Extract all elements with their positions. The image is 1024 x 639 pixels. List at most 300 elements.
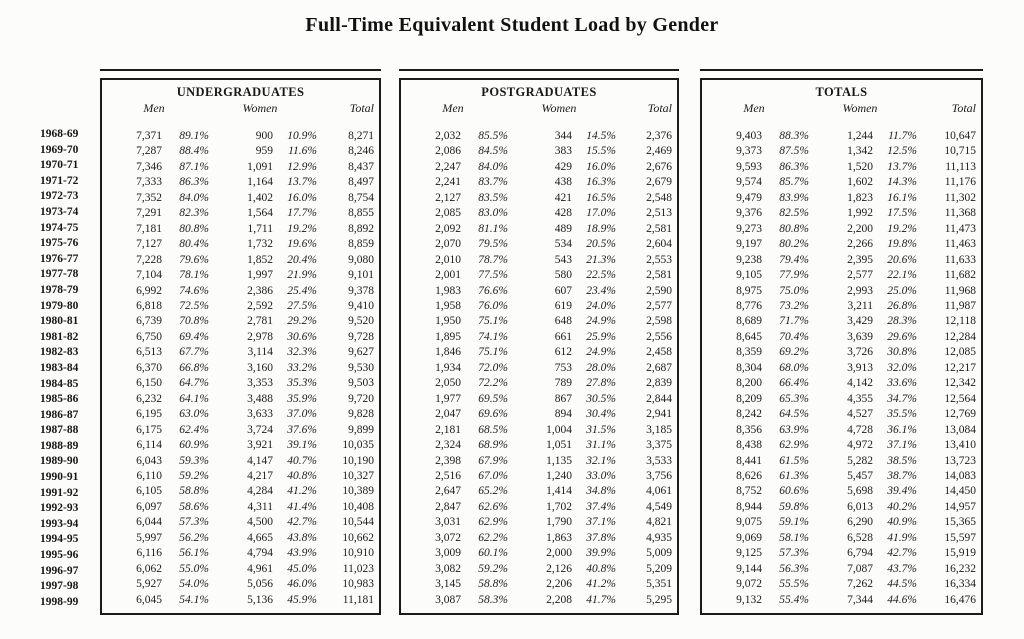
year-label: 1982-83 (40, 346, 79, 359)
table-row (702, 300, 981, 312)
cell-men-pct: 54.1% (179, 593, 209, 606)
cell-men: 8,304 (736, 361, 762, 374)
table-row (102, 207, 379, 219)
cell-men: 2,047 (435, 408, 461, 421)
cell-women: 3,921 (247, 439, 273, 452)
cell-women: 2,206 (546, 578, 572, 591)
cell-men: 9,574 (736, 176, 762, 189)
cell-total: 2,548 (646, 191, 672, 204)
table-row (401, 223, 677, 235)
table-row (702, 331, 981, 343)
cell-men-pct: 59.8% (779, 500, 809, 513)
cell-men: 6,043 (136, 454, 162, 467)
table-row (102, 362, 379, 374)
cell-women-pct: 30.8% (887, 346, 917, 359)
cell-men: 2,847 (435, 500, 461, 513)
year-label: 1983-84 (40, 361, 79, 374)
cell-men: 6,739 (136, 315, 162, 328)
table-row (102, 130, 379, 142)
cell-women: 2,200 (847, 222, 873, 235)
cell-women: 1,564 (247, 207, 273, 220)
cell-men: 6,750 (136, 330, 162, 343)
cell-men-pct: 83.7% (478, 176, 508, 189)
cell-total: 14,957 (944, 500, 976, 513)
cell-men-pct: 65.2% (478, 485, 508, 498)
table-row (702, 377, 981, 389)
cell-men: 8,689 (736, 315, 762, 328)
cell-men-pct: 68.0% (779, 361, 809, 374)
cell-men: 8,209 (736, 392, 762, 405)
year-label: 1990-91 (40, 471, 79, 484)
cell-men: 5,997 (136, 531, 162, 544)
cell-women-pct: 33.6% (887, 377, 917, 390)
cell-total: 9,410 (348, 299, 374, 312)
year-label: 1991-92 (40, 486, 79, 499)
cell-women-pct: 11.7% (888, 130, 917, 142)
cell-men-pct: 64.7% (179, 377, 209, 390)
cell-women-pct: 33.2% (287, 361, 317, 374)
cell-men-pct: 68.9% (478, 439, 508, 452)
table-row (401, 377, 677, 389)
cell-women-pct: 32.3% (287, 346, 317, 359)
cell-men-pct: 56.2% (179, 531, 209, 544)
cell-women-pct: 45.9% (287, 593, 317, 606)
cell-women: 2,208 (546, 593, 572, 606)
cell-women-pct: 41.7% (586, 593, 616, 606)
cell-men-pct: 60.1% (478, 547, 508, 560)
cell-men-pct: 78.1% (179, 269, 209, 282)
cell-men-pct: 55.4% (779, 593, 809, 606)
cell-men-pct: 58.8% (179, 485, 209, 498)
cell-women-pct: 17.7% (287, 207, 317, 220)
cell-men-pct: 65.3% (779, 392, 809, 405)
cell-men-pct: 69.4% (179, 330, 209, 343)
table-row (102, 377, 379, 389)
cell-women-pct: 20.6% (887, 253, 917, 266)
year-label: 1988-89 (40, 439, 79, 452)
cell-women: 1,244 (847, 130, 873, 142)
cell-women: 1,520 (847, 160, 873, 173)
year-label: 1981-82 (40, 330, 79, 343)
cell-women: 900 (255, 130, 273, 142)
cell-men: 7,291 (136, 207, 162, 220)
cell-total: 2,577 (646, 299, 672, 312)
cell-women: 6,794 (847, 547, 873, 560)
cell-women: 1,602 (847, 176, 873, 189)
cell-total: 8,246 (348, 145, 374, 158)
cell-women: 4,147 (247, 454, 273, 467)
cell-total: 3,756 (646, 469, 672, 482)
cell-total: 2,469 (646, 145, 672, 158)
cell-men: 7,352 (136, 191, 162, 204)
cell-men: 9,075 (736, 516, 762, 529)
table-row (702, 130, 981, 142)
cell-women-pct: 16.3% (586, 176, 616, 189)
cell-men: 9,125 (736, 547, 762, 560)
cell-women: 3,211 (847, 299, 873, 312)
cell-women: 3,114 (247, 346, 273, 359)
cell-women: 1,402 (247, 191, 273, 204)
cell-men: 7,287 (136, 145, 162, 158)
section-label-undergraduates: UNDERGRADUATES (176, 85, 305, 99)
col-header-total: Total (647, 101, 672, 115)
cell-men: 8,242 (736, 408, 762, 421)
cell-men: 3,031 (435, 516, 461, 529)
table-row (102, 346, 379, 358)
table-row (401, 501, 677, 513)
cell-men: 2,241 (435, 176, 461, 189)
cell-women-pct: 39.4% (887, 485, 917, 498)
year-label: 1972-73 (40, 190, 79, 203)
cell-women: 3,913 (847, 361, 873, 374)
cell-men: 6,114 (136, 439, 162, 452)
cell-men-pct: 62.9% (779, 439, 809, 452)
cell-men: 8,776 (736, 299, 762, 312)
data-rows-totals (702, 130, 981, 606)
cell-men-pct: 61.3% (779, 469, 809, 482)
cell-men: 1,958 (435, 299, 461, 312)
table-row (401, 393, 677, 405)
cell-men: 3,145 (435, 578, 461, 591)
cell-men-pct: 79.6% (179, 253, 209, 266)
column-headers (401, 101, 677, 116)
cell-women-pct: 31.5% (586, 423, 616, 436)
cell-men: 2,181 (435, 423, 461, 436)
cell-men: 6,116 (136, 547, 162, 560)
cell-men: 3,072 (435, 531, 461, 544)
cell-total: 13,084 (944, 423, 976, 436)
cell-women: 1,702 (546, 500, 572, 513)
cell-total: 2,687 (646, 361, 672, 374)
cell-women: 789 (554, 377, 572, 390)
cell-women: 1,414 (546, 485, 572, 498)
cell-women-pct: 22.1% (887, 269, 917, 282)
cell-women-pct: 19.2% (287, 222, 317, 235)
cell-men-pct: 84.0% (478, 160, 508, 173)
year-label: 1998-99 (40, 595, 79, 608)
cell-men: 2,324 (435, 439, 461, 452)
table-row (102, 331, 379, 343)
cell-men-pct: 81.1% (478, 222, 508, 235)
cell-women-pct: 20.4% (287, 253, 317, 266)
cell-men: 6,105 (136, 485, 162, 498)
cell-total: 4,549 (646, 500, 672, 513)
cell-men: 2,032 (435, 130, 461, 142)
cell-women: 421 (554, 191, 572, 204)
cell-men-pct: 58.8% (478, 578, 508, 591)
cell-men-pct: 57.3% (179, 516, 209, 529)
cell-women: 4,665 (247, 531, 273, 544)
table-row (401, 207, 677, 219)
cell-men-pct: 85.7% (779, 176, 809, 189)
col-header-women: Women (242, 101, 278, 115)
cell-total: 13,410 (944, 439, 976, 452)
cell-women-pct: 38.5% (887, 454, 917, 467)
cell-women: 4,355 (847, 392, 873, 405)
cell-total: 9,828 (348, 408, 374, 421)
col-header-women: Women (541, 101, 577, 115)
table-row (401, 254, 677, 266)
cell-women: 3,488 (247, 392, 273, 405)
cell-men-pct: 62.2% (478, 531, 508, 544)
cell-men-pct: 55.5% (779, 578, 809, 591)
cell-women: 4,961 (247, 562, 273, 575)
cell-women-pct: 14.3% (887, 176, 917, 189)
cell-total: 4,061 (646, 485, 672, 498)
cell-men: 9,069 (736, 531, 762, 544)
cell-women: 1,732 (247, 238, 273, 251)
cell-total: 2,844 (646, 392, 672, 405)
cell-men-pct: 73.2% (779, 299, 809, 312)
cell-total: 11,176 (944, 176, 976, 189)
cell-men-pct: 58.6% (179, 500, 209, 513)
cell-women-pct: 35.5% (887, 408, 917, 421)
cell-women: 543 (554, 253, 572, 266)
cell-total: 9,728 (348, 330, 374, 343)
cell-men-pct: 82.5% (779, 207, 809, 220)
cell-total: 11,682 (944, 269, 976, 282)
cell-men: 2,010 (435, 253, 461, 266)
cell-men: 8,975 (736, 284, 762, 297)
cell-total: 5,009 (646, 547, 672, 560)
cell-women-pct: 24.0% (586, 299, 616, 312)
cell-total: 8,754 (348, 191, 374, 204)
cell-women: 4,728 (847, 423, 873, 436)
cell-women: 6,290 (847, 516, 873, 529)
cell-men: 9,593 (736, 160, 762, 173)
cell-women-pct: 28.0% (586, 361, 616, 374)
cell-total: 9,503 (348, 377, 374, 390)
cell-men-pct: 76.6% (478, 284, 508, 297)
cell-women-pct: 35.3% (287, 377, 317, 390)
cell-men-pct: 75.1% (478, 346, 508, 359)
cell-women: 5,136 (247, 593, 273, 606)
cell-women: 648 (554, 315, 572, 328)
cell-men-pct: 83.5% (478, 191, 508, 204)
cell-women: 1,240 (546, 469, 572, 482)
cell-women: 1,135 (546, 454, 572, 467)
cell-men: 9,376 (736, 207, 762, 220)
cell-men: 6,370 (136, 361, 162, 374)
cell-total: 2,458 (646, 346, 672, 359)
cell-men-pct: 86.3% (179, 176, 209, 189)
cell-men-pct: 69.5% (478, 392, 508, 405)
cell-women: 2,126 (546, 562, 572, 575)
cell-women-pct: 13.7% (287, 176, 317, 189)
year-column (40, 128, 96, 608)
table-row (401, 145, 677, 157)
cell-women: 5,457 (847, 469, 873, 482)
cell-total: 3,375 (646, 439, 672, 452)
table-row (401, 516, 677, 528)
cell-total: 3,185 (646, 423, 672, 436)
section-label-postgraduates: POSTGRADUATES (481, 85, 597, 99)
cell-men: 7,371 (136, 130, 162, 142)
cell-men-pct: 79.4% (779, 253, 809, 266)
page-title: Full-Time Equivalent Student Load by Gender (305, 14, 719, 36)
table-row (702, 455, 981, 467)
table-row (401, 130, 677, 142)
table-row (702, 192, 981, 204)
year-label: 1973-74 (40, 205, 79, 218)
panel-postgraduates (399, 78, 679, 615)
cell-men-pct: 72.0% (478, 361, 508, 374)
cell-men: 5,927 (136, 578, 162, 591)
cell-total: 9,720 (348, 392, 374, 405)
cell-men-pct: 56.3% (779, 562, 809, 575)
cell-women-pct: 37.1% (586, 516, 616, 529)
panel-top-rule (700, 69, 983, 71)
cell-women: 2,592 (247, 299, 273, 312)
cell-men: 6,992 (136, 284, 162, 297)
cell-total: 11,473 (944, 222, 976, 235)
cell-men: 2,127 (435, 191, 461, 204)
cell-women-pct: 28.3% (887, 315, 917, 328)
cell-men-pct: 63.0% (179, 408, 209, 421)
table-row (102, 161, 379, 173)
cell-men-pct: 75.1% (478, 315, 508, 328)
cell-women: 3,429 (847, 315, 873, 328)
cell-total: 2,941 (646, 408, 672, 421)
cell-men: 9,403 (736, 130, 762, 142)
cell-men-pct: 62.4% (179, 423, 209, 436)
table-row (401, 238, 677, 250)
cell-women-pct: 19.6% (287, 238, 317, 251)
cell-total: 9,899 (348, 423, 374, 436)
cell-women-pct: 41.9% (887, 531, 917, 544)
cell-women: 383 (554, 145, 572, 158)
year-label: 1997-98 (40, 580, 79, 593)
table-row (102, 563, 379, 575)
cell-women: 3,353 (247, 377, 273, 390)
cell-women-pct: 44.6% (887, 593, 917, 606)
year-label: 1976-77 (40, 252, 79, 265)
cell-men-pct: 83.0% (478, 207, 508, 220)
cell-total: 4,821 (646, 516, 672, 529)
cell-men-pct: 82.3% (179, 207, 209, 220)
table-row (401, 424, 677, 436)
data-rows-postgraduates (401, 130, 677, 606)
cell-women-pct: 42.7% (287, 516, 317, 529)
cell-total: 12,564 (944, 392, 976, 405)
panel-top-rule (399, 69, 679, 71)
table-row (102, 516, 379, 528)
cell-women: 1,852 (247, 253, 273, 266)
cell-men: 9,072 (736, 578, 762, 591)
cell-men: 9,105 (736, 269, 762, 282)
cell-women: 2,577 (847, 269, 873, 282)
table-row (102, 439, 379, 451)
year-label: 1984-85 (40, 377, 79, 390)
cell-women-pct: 35.9% (287, 392, 317, 405)
cell-women: 6,013 (847, 500, 873, 513)
table-row (401, 563, 677, 575)
table-row (401, 176, 677, 188)
cell-total: 8,437 (348, 160, 374, 173)
cell-total: 10,910 (342, 547, 374, 560)
section-label-totals: TOTALS (815, 85, 868, 99)
cell-men: 9,197 (736, 238, 762, 251)
cell-total: 2,581 (646, 269, 672, 282)
cell-women: 3,633 (247, 408, 273, 421)
cell-women: 607 (554, 284, 572, 297)
cell-women-pct: 43.9% (287, 547, 317, 560)
cell-total: 12,085 (944, 346, 976, 359)
cell-women-pct: 37.6% (287, 423, 317, 436)
cell-men: 9,144 (736, 562, 762, 575)
cell-men: 7,228 (136, 253, 162, 266)
cell-total: 8,859 (348, 238, 374, 251)
table-row (702, 439, 981, 451)
cell-men-pct: 66.4% (779, 377, 809, 390)
cell-women-pct: 10.9% (287, 130, 317, 142)
cell-men-pct: 80.4% (179, 238, 209, 251)
cell-women-pct: 37.1% (887, 439, 917, 452)
year-label: 1968-69 (40, 128, 79, 140)
cell-women: 1,342 (847, 145, 873, 158)
cell-total: 2,376 (646, 130, 672, 142)
cell-men-pct: 64.5% (779, 408, 809, 421)
cell-total: 2,679 (646, 176, 672, 189)
cell-women: 534 (554, 238, 572, 251)
cell-women-pct: 15.5% (586, 145, 616, 158)
col-header-total: Total (951, 101, 976, 115)
table-row (102, 300, 379, 312)
cell-men: 1,983 (435, 284, 461, 297)
cell-men-pct: 69.2% (779, 346, 809, 359)
cell-men-pct: 89.1% (179, 130, 209, 142)
cell-men: 9,238 (736, 253, 762, 266)
table-row (702, 254, 981, 266)
cell-women: 4,142 (847, 377, 873, 390)
panel-top-rule (100, 69, 381, 71)
cell-women: 2,386 (247, 284, 273, 297)
cell-men: 6,195 (136, 408, 162, 421)
cell-men-pct: 68.5% (478, 423, 508, 436)
table-row (702, 563, 981, 575)
cell-women-pct: 21.3% (586, 253, 616, 266)
table-row (401, 578, 677, 590)
cell-men: 3,087 (435, 593, 461, 606)
cell-men-pct: 71.7% (779, 315, 809, 328)
cell-total: 12,284 (944, 330, 976, 343)
cell-total: 15,597 (944, 531, 976, 544)
cell-men: 7,346 (136, 160, 162, 173)
table-row (702, 315, 981, 327)
cell-women-pct: 34.7% (887, 392, 917, 405)
cell-women: 2,978 (247, 330, 273, 343)
col-header-men: Men (143, 101, 165, 115)
cell-men: 6,513 (136, 346, 162, 359)
cell-total: 11,987 (944, 299, 976, 312)
cell-men-pct: 72.2% (478, 377, 508, 390)
cell-women: 1,790 (546, 516, 572, 529)
cell-women: 2,781 (247, 315, 273, 328)
cell-men: 2,647 (435, 485, 461, 498)
cell-men: 2,085 (435, 207, 461, 220)
cell-total: 12,342 (944, 377, 976, 390)
cell-women: 867 (554, 392, 572, 405)
cell-women-pct: 40.9% (887, 516, 917, 529)
cell-women-pct: 40.8% (287, 469, 317, 482)
cell-women-pct: 14.5% (586, 130, 616, 142)
cell-men: 8,441 (736, 454, 762, 467)
cell-men: 9,479 (736, 191, 762, 204)
cell-men-pct: 86.3% (779, 160, 809, 173)
cell-women-pct: 41.2% (586, 578, 616, 591)
cell-total: 2,676 (646, 160, 672, 173)
table-row (401, 362, 677, 374)
